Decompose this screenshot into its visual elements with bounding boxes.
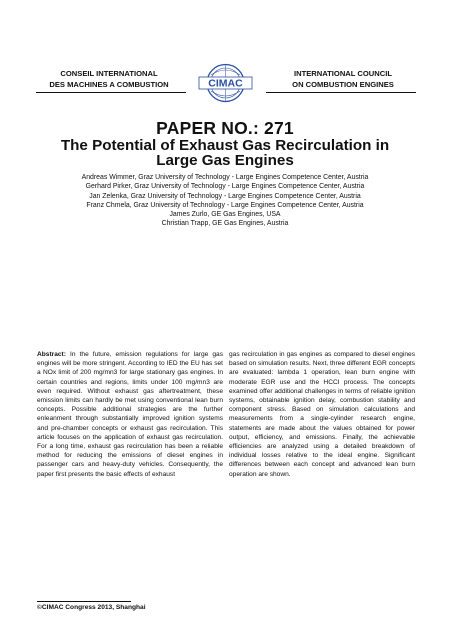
header-left-line1: CONSEIL INTERNATIONAL — [60, 69, 158, 78]
author-line: Jan Zelenka, Graz University of Technology - Large Engines Competence Center, Austria — [89, 192, 361, 200]
paper-title-line1: The Potential of Exhaust Gas Recirculation in — [60, 137, 390, 154]
paper-title-line2: Large Gas Engines — [156, 151, 294, 169]
abstract-text-right: gas recirculation in gas engines as compared to diesel engines based on simulation results. Next, three different EGR concepts are evaluated: lambda 1 operation, lean burn engine with moderate EGR use and the HCCI process. The concepts examined offer additional challenges in terms of reliable ignition systems, obtainable ignition delay, combustion stability and component stress. Based on simulation calculations and measurements from a single-cylinder research engine, statements are made about the values obtained for power output, efficiency, and emissions. Finally, the achievable efficiencies are analyzed using a detailed breakdown of individual losses relative to the ideal engine. Significant differences between each concept and advanced lean burn operation are shown. — [229, 351, 415, 478]
cimac-logo — [197, 63, 254, 103]
abstract-label: Abstract: — [37, 351, 66, 358]
header-left-line2: DES MACHINES A COMBUSTION — [49, 80, 169, 89]
header-left — [38, 68, 180, 90]
footer-rule — [37, 601, 131, 602]
header-left-rule — [36, 92, 186, 93]
paper-title — [40, 139, 410, 168]
header-right-line1: INTERNATIONAL COUNCIL — [293, 69, 392, 78]
abstract-column-left — [37, 350, 223, 479]
logo-text: CIMAC — [208, 77, 243, 90]
header-right-rule — [266, 92, 416, 93]
author-line: James Zurlo, GE Gas Engines, USA — [169, 211, 281, 219]
footer-copyright: ©CIMAC Congress 2013, Shanghai — [37, 604, 146, 611]
author-line: Gerhard Pirker, Graz University of Technology - Large Engines Competence Center, Austria — [85, 183, 365, 191]
abstract-text-left: In the future, emission regulations for large gas engines will be more stringent. According to IED the EU has set a NOx limit of 200 mg/mn3 for large stationary gas engines. In certain countries and regions, limits under 100 mg/mn3 are even required. Without exhaust gas aftertreatment, these emission limits can hardly be met using conventional lean burn concepts. Possible additional strategies are the further enleanment through substantially improved ignition systems and pre-chamber concepts or exhaust gas recirculation. This article focuses on the application of exhaust gas recirculation. For a long time, exhaust gas recirculation has been a reliable method for reducing the emissions of diesel engines in passenger cars and heavy-duty vehicles. Consequently, the paper first presents the basic effects of exhaust — [37, 351, 223, 478]
author-list — [20, 173, 430, 229]
author-line: Christian Trapp, GE Gas Engines, Austria — [161, 220, 289, 228]
abstract-column-right — [229, 350, 415, 479]
paper-number: PAPER NO.: 271 — [156, 118, 294, 138]
header-right — [272, 68, 414, 90]
author-line: Franz Chmela, Graz University of Technology - Large Engines Competence Center, Austria — [86, 201, 364, 209]
header-right-line2: ON COMBUSTION ENGINES — [292, 80, 394, 89]
author-line: Andreas Wimmer, Graz University of Technology - Large Engines Competence Center, Austria — [81, 174, 369, 181]
